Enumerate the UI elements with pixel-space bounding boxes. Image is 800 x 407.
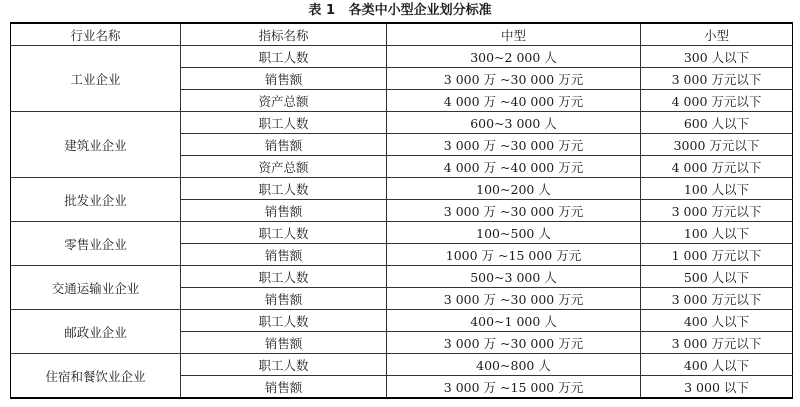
header-medium: 中型 [387,23,641,46]
indicator-cell: 销售额 [181,244,387,266]
small-criteria-cell: 300 人以下 [641,46,793,68]
industry-name-cell: 工业企业 [11,46,181,112]
small-criteria-cell: 500 人以下 [641,266,793,288]
sme-classification-table [10,22,793,399]
table-row [11,222,793,244]
medium-criteria-cell: 3 000 万 ~30 000 万元 [387,288,641,310]
indicator-cell: 职工人数 [181,354,387,376]
indicator-cell: 资产总额 [181,90,387,112]
small-criteria-cell: 1 000 万元以下 [641,244,793,266]
indicator-cell: 销售额 [181,200,387,222]
small-criteria-cell: 100 人以下 [641,222,793,244]
table-row [11,178,793,200]
industry-name-cell: 零售业企业 [11,222,181,266]
industry-name-cell: 批发业企业 [11,178,181,222]
table-row [11,354,793,376]
small-criteria-cell: 3000 万元以下 [641,134,793,156]
indicator-cell: 职工人数 [181,266,387,288]
medium-criteria-cell: 400~800 人 [387,354,641,376]
table-row [11,46,793,68]
header-small: 小型 [641,23,793,46]
indicator-cell: 职工人数 [181,46,387,68]
medium-criteria-cell: 3 000 万 ~30 000 万元 [387,332,641,354]
industry-name-cell: 交通运输业企业 [11,266,181,310]
small-criteria-cell: 3 000 万元以下 [641,68,793,90]
indicator-cell: 销售额 [181,134,387,156]
small-criteria-cell: 3 000 以下 [641,376,793,399]
header-indicator: 指标名称 [181,23,387,46]
small-criteria-cell: 3 000 万元以下 [641,288,793,310]
table-row [11,112,793,134]
small-criteria-cell: 3 000 万元以下 [641,332,793,354]
small-criteria-cell: 400 人以下 [641,310,793,332]
medium-criteria-cell: 300~2 000 人 [387,46,641,68]
industry-name-cell: 邮政业企业 [11,310,181,354]
medium-criteria-cell: 3 000 万 ~30 000 万元 [387,68,641,90]
medium-criteria-cell: 400~1 000 人 [387,310,641,332]
indicator-cell: 销售额 [181,376,387,399]
medium-criteria-cell: 3 000 万 ~15 000 万元 [387,376,641,399]
medium-criteria-cell: 4 000 万 ~40 000 万元 [387,90,641,112]
indicator-cell: 销售额 [181,332,387,354]
medium-criteria-cell: 100~500 人 [387,222,641,244]
small-criteria-cell: 4 000 万元以下 [641,156,793,178]
medium-criteria-cell: 3 000 万 ~30 000 万元 [387,134,641,156]
table-caption: 表 1 各类中小型企业划分标准 [308,3,492,18]
indicator-cell: 职工人数 [181,178,387,200]
small-criteria-cell: 4 000 万元以下 [641,90,793,112]
table-body [11,46,793,399]
medium-criteria-cell: 100~200 人 [387,178,641,200]
table-row [11,266,793,288]
medium-criteria-cell: 4 000 万 ~40 000 万元 [387,156,641,178]
indicator-cell: 职工人数 [181,222,387,244]
small-criteria-cell: 100 人以下 [641,178,793,200]
small-criteria-cell: 3 000 万元以下 [641,200,793,222]
medium-criteria-cell: 3 000 万 ~30 000 万元 [387,200,641,222]
header-industry: 行业名称 [11,23,181,46]
table-row [11,310,793,332]
indicator-cell: 资产总额 [181,156,387,178]
table-header-row [11,23,793,46]
industry-name-cell: 住宿和餐饮业企业 [11,354,181,399]
small-criteria-cell: 600 人以下 [641,112,793,134]
medium-criteria-cell: 1000 万 ~15 000 万元 [387,244,641,266]
small-criteria-cell: 400 人以下 [641,354,793,376]
medium-criteria-cell: 600~3 000 人 [387,112,641,134]
indicator-cell: 职工人数 [181,112,387,134]
indicator-cell: 销售额 [181,288,387,310]
indicator-cell: 销售额 [181,68,387,90]
medium-criteria-cell: 500~3 000 人 [387,266,641,288]
indicator-cell: 职工人数 [181,310,387,332]
industry-name-cell: 建筑业企业 [11,112,181,178]
